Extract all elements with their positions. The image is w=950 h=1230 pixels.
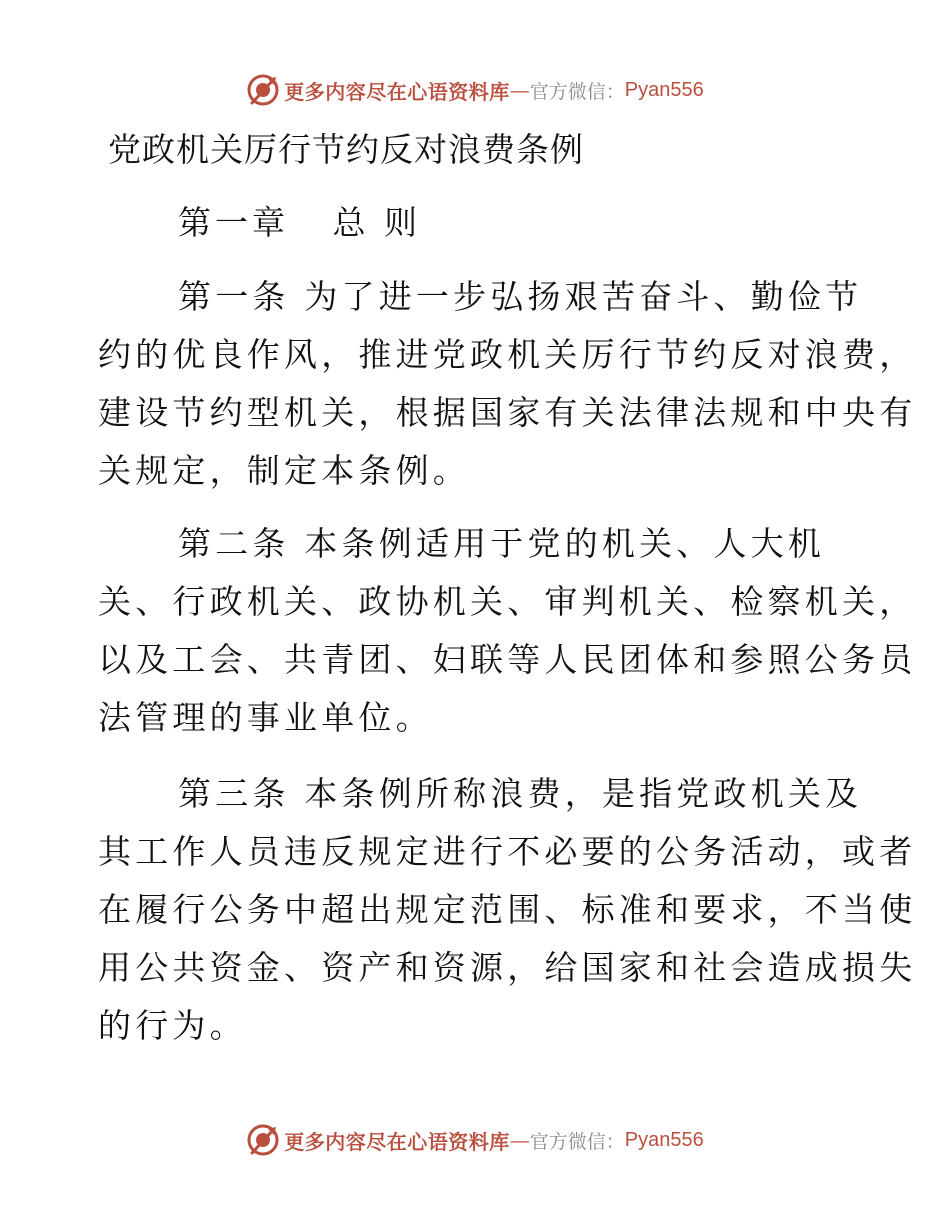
article-line — [98, 765, 863, 823]
article-line: 法管理的事业单位。 — [98, 698, 433, 737]
banner-wechat-handle: Pyan556 — [624, 1128, 704, 1151]
article-label: 第三条 — [178, 774, 290, 813]
article-line: 其工作人员违反规定进行不必要的公务活动，或者 — [98, 832, 917, 871]
article-line: 建设节约型机关，根据国家有关法律法规和中央有 — [98, 393, 917, 432]
chapter-heading: 第一章 总 则 — [178, 203, 421, 242]
article-text: 为了进一步弘扬艰苦奋斗、勤俭节 — [304, 277, 863, 316]
footer-watermark-banner — [0, 1120, 950, 1160]
banner-dash: — — [509, 78, 530, 102]
banner-wechat-label: 官方微信： — [529, 1130, 625, 1153]
article-1 — [98, 268, 917, 500]
article-line: 关规定，制定本条例。 — [98, 451, 470, 490]
article-label: 第二条 — [178, 524, 290, 563]
article-line: 的行为。 — [98, 1006, 247, 1045]
article-line: 以及工会、共青团、妇联等人民团体和参照公务员 — [98, 640, 917, 679]
banner-wechat-label: 官方微信： — [529, 80, 625, 103]
quill-logo-icon — [246, 73, 280, 107]
header-watermark-banner — [0, 70, 950, 110]
banner-main-text: 更多内容尽在心语资料库 — [284, 1129, 510, 1154]
document-title: 党政机关厉行节约反对浪费条例 — [108, 130, 584, 169]
article-line — [98, 268, 863, 326]
article-label: 第一条 — [178, 277, 290, 316]
article-text: 本条例适用于党的机关、人大机 — [304, 524, 826, 563]
article-line: 用公共资金、资产和资源，给国家和社会造成损失 — [98, 948, 917, 987]
banner-main-text: 更多内容尽在心语资料库 — [284, 79, 510, 104]
article-2 — [98, 515, 917, 747]
article-3 — [98, 765, 917, 1055]
article-line: 在履行公务中超出规定范围、标准和要求，不当使 — [98, 890, 917, 929]
article-text: 本条例所称浪费，是指党政机关及 — [304, 774, 863, 813]
banner-wechat-handle: Pyan556 — [624, 78, 704, 101]
article-line — [98, 515, 850, 573]
banner-dash: — — [509, 1128, 530, 1152]
article-line: 约的优良作风，推进党政机关厉行节约反对浪费， — [98, 335, 917, 374]
quill-logo-icon — [246, 1123, 280, 1157]
article-line: 关、行政机关、政协机关、审判机关、检察机关， — [98, 582, 917, 621]
